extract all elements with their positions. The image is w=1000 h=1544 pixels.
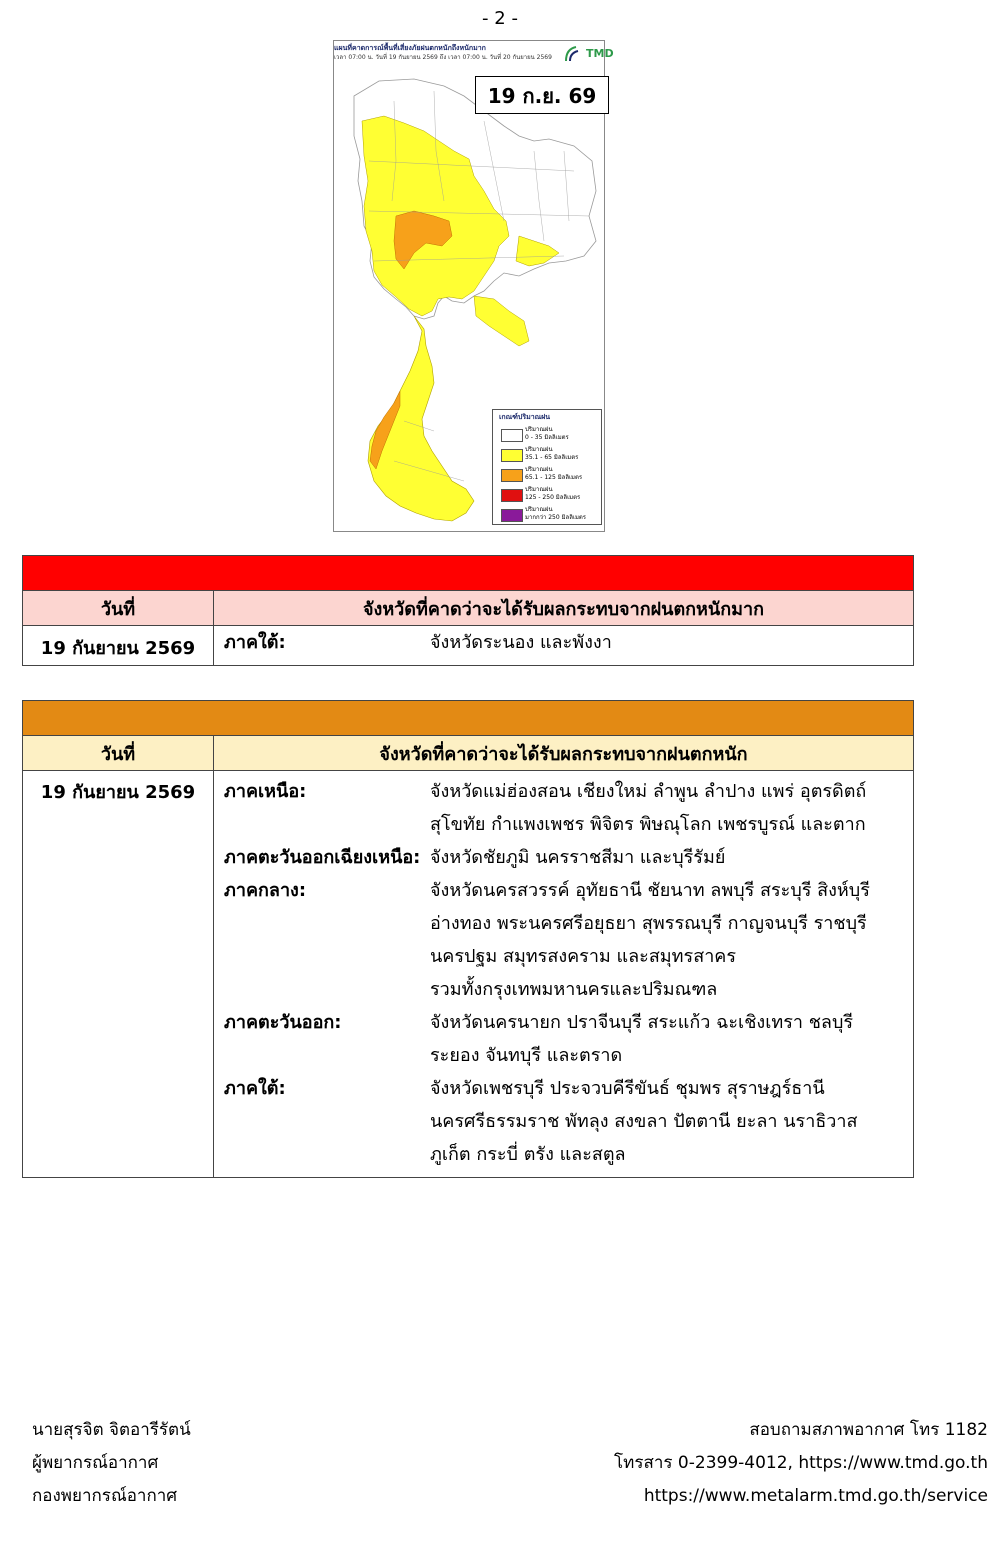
province-line: นครศรีธรรมราช พัทลุง สงขลา ปัตตานี ยะลา นราธิวาส bbox=[430, 1111, 858, 1132]
regions-cell bbox=[214, 626, 914, 666]
legend-label: ปริมาณฝน 125 - 250 มิลลิเมตร bbox=[525, 486, 581, 501]
legend-swatch bbox=[501, 469, 523, 482]
legend-label: ปริมาณฝน 65.1 - 125 มิลลิเมตร bbox=[525, 466, 583, 481]
legend-title: เกณฑ์ปริมาณฝน bbox=[499, 413, 551, 421]
region-row bbox=[224, 775, 905, 841]
province-line: จังหวัดนครนายก ปราจีนบุรี สระแก้ว ฉะเชิงเทรา ชลบุรี bbox=[430, 1012, 854, 1033]
table-row bbox=[23, 771, 914, 1178]
region-name: ภาคใต้: bbox=[224, 632, 286, 653]
map-title: แผนที่คาดการณ์พื้นที่เสี่ยงภัยฝนตกหนักถึงหนักมาก bbox=[334, 44, 486, 52]
province-line: ระยอง จันทบุรี และตราด bbox=[430, 1045, 623, 1066]
region-name: ภาคใต้: bbox=[224, 1078, 286, 1099]
contact-info bbox=[614, 1414, 988, 1513]
col-provinces-header: จังหวัดที่คาดว่าจะได้รับผลกระทบจากฝนตกหนัก bbox=[214, 736, 914, 771]
regions-cell bbox=[214, 771, 914, 1178]
region-name: ภาคกลาง: bbox=[224, 880, 307, 901]
region-name: ภาคเหนือ: bbox=[224, 781, 307, 802]
region-name: ภาคตะวันออกเฉียงเหนือ: bbox=[224, 847, 421, 868]
forecaster-title: ผู้พยากรณ์อากาศ bbox=[32, 1453, 159, 1473]
table-row bbox=[23, 626, 914, 666]
map-legend bbox=[492, 409, 602, 525]
region-name: ภาคตะวันออก: bbox=[224, 1012, 342, 1033]
forecaster-name: นายสุรจิต จิตอารีรัตน์ bbox=[32, 1420, 191, 1440]
legend-swatch bbox=[501, 449, 523, 462]
col-date-header: วันที่ bbox=[23, 736, 214, 771]
legend-item bbox=[493, 505, 601, 525]
col-provinces-header: จังหวัดที่คาดว่าจะได้รับผลกระทบจากฝนตกหนักมาก bbox=[214, 591, 914, 626]
severity-band-red bbox=[23, 556, 914, 591]
rain-risk-map bbox=[333, 40, 614, 532]
legend-label: ปริมาณฝน มากกว่า 250 มิลลิเมตร bbox=[525, 506, 587, 521]
legend-swatch bbox=[501, 429, 523, 442]
legend-swatch bbox=[501, 489, 523, 502]
hotline: สอบถามสภาพอากาศ โทร 1182 bbox=[749, 1420, 988, 1440]
province-line: จังหวัดแม่ฮ่องสอน เชียงใหม่ ลำพูน ลำปาง แพร่ อุตรดิตถ์ bbox=[430, 781, 867, 802]
legend-label: ปริมาณฝน 35.1 - 65 มิลลิเมตร bbox=[525, 446, 579, 461]
legend-item bbox=[493, 425, 601, 445]
heavy-rain-table bbox=[22, 700, 914, 1178]
severity-band-orange bbox=[23, 701, 914, 736]
col-date-header: วันที่ bbox=[23, 591, 214, 626]
agency-logo-icon bbox=[562, 43, 584, 65]
legend-item bbox=[493, 445, 601, 465]
legend-label: ปริมาณฝน 0 - 35 มิลลิเมตร bbox=[525, 426, 569, 441]
province-line: อ่างทอง พระนครศรีอยุธยา สุพรรณบุรี กาญจนบุรี ราชบุรี bbox=[430, 913, 867, 934]
province-line: จังหวัดเพชรบุรี ประจวบคีรีขันธ์ ชุมพร สุราษฎร์ธานี bbox=[430, 1078, 825, 1099]
fax-website: โทรสาร 0-2399-4012, https://www.tmd.go.th bbox=[614, 1453, 988, 1473]
region-row bbox=[224, 1072, 905, 1171]
province-line: จังหวัดระนอง และพังงา bbox=[430, 632, 612, 653]
table-header bbox=[23, 591, 914, 626]
region-row bbox=[224, 841, 905, 874]
province-line: ภูเก็ต กระบี่ ตรัง และสตูล bbox=[430, 1144, 626, 1165]
region-row bbox=[224, 1006, 905, 1072]
province-line: สุโขทัย กำแพงเพชร พิจิตร พิษณุโลก เพชรบูรณ์ และตาก bbox=[430, 814, 866, 835]
province-line: รวมทั้งกรุงเทพมหานครและปริมณฑล bbox=[430, 979, 718, 1000]
province-line: จังหวัดชัยภูมิ นครราชสีมา และบุรีรัมย์ bbox=[430, 847, 726, 868]
date-cell: 19 กันยายน 2569 bbox=[23, 626, 214, 666]
page-number: - 2 - bbox=[482, 8, 518, 29]
tmd-logo: TMD bbox=[586, 47, 614, 60]
service-url: https://www.metalarm.tmd.go.th/service bbox=[643, 1486, 988, 1506]
legend-item bbox=[493, 465, 601, 485]
forecaster-division: กองพยากรณ์อากาศ bbox=[32, 1486, 178, 1506]
region-row bbox=[224, 874, 905, 1006]
province-line: นครปฐม สมุทรสงคราม และสมุทรสาคร bbox=[430, 946, 737, 967]
province-line: จังหวัดนครสวรรค์ อุทัยธานี ชัยนาท ลพบุรี สระบุรี สิงห์บุรี bbox=[430, 880, 870, 901]
forecaster-signature bbox=[32, 1414, 191, 1513]
table-header bbox=[23, 736, 914, 771]
map-subtitle: เวลา 07:00 น. วันที่ 19 กันยายน 2569 ถึง เวลา 07:00 น. วันที่ 20 กันยายน 2569 bbox=[334, 54, 552, 61]
very-heavy-rain-table bbox=[22, 555, 914, 666]
date-cell: 19 กันยายน 2569 bbox=[23, 771, 214, 1178]
legend-item bbox=[493, 485, 601, 505]
region-row bbox=[224, 626, 905, 659]
legend-swatch bbox=[501, 509, 523, 522]
map-date-label: 19 ก.ย. 69 bbox=[475, 76, 609, 114]
